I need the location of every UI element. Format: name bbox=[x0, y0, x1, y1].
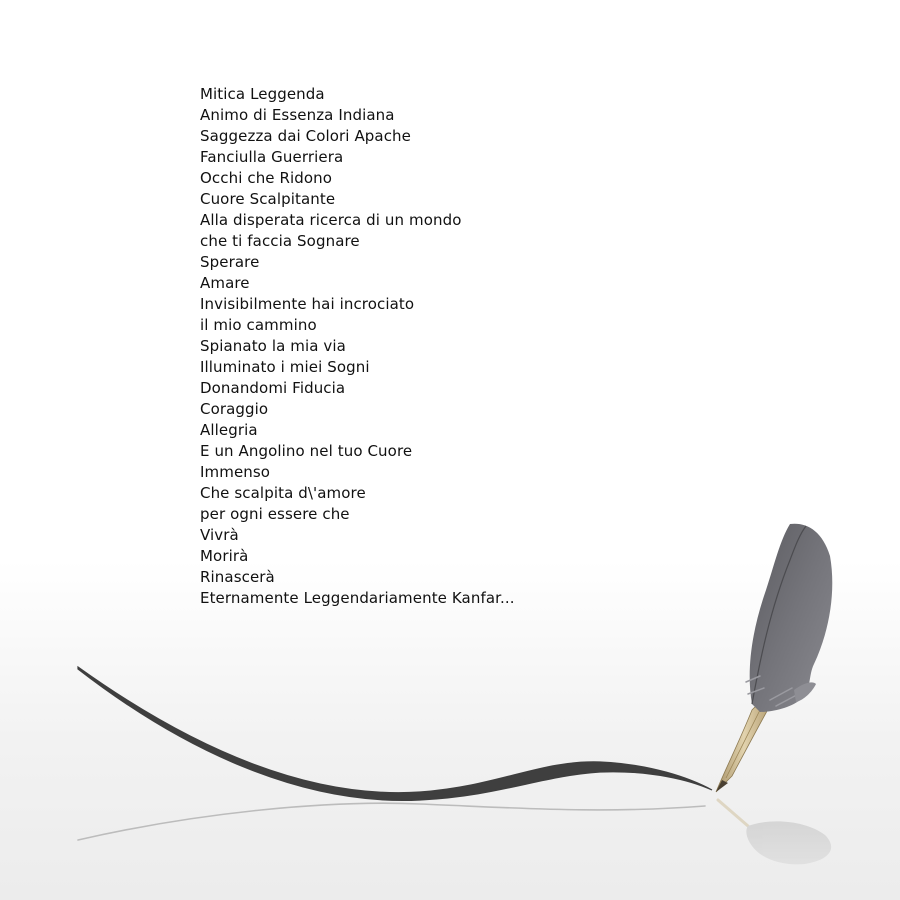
poem-line: Occhi che Ridono bbox=[200, 169, 333, 187]
poem-line: Immenso bbox=[200, 463, 271, 481]
poem-line: Mitica Leggenda bbox=[200, 85, 325, 103]
poem-line: Eternamente Leggendariamente Kanfar... bbox=[200, 589, 515, 607]
poem-line: Spianato la mia via bbox=[200, 337, 346, 355]
poem-line: Invisibilmente hai incrociato bbox=[200, 295, 415, 313]
poem-line: Che scalpita d\'amore bbox=[200, 484, 366, 502]
poem-line: il mio cammino bbox=[200, 316, 317, 334]
feather-reflection bbox=[718, 800, 831, 864]
poem-line: Sperare bbox=[200, 253, 260, 271]
poem-line: E un Angolino nel tuo Cuore bbox=[200, 442, 413, 460]
poem-line: Animo di Essenza Indiana bbox=[200, 106, 395, 124]
poem-line: Saggezza dai Colori Apache bbox=[200, 127, 411, 145]
ink-stroke bbox=[78, 667, 712, 800]
poem-line: Illuminato i miei Sogni bbox=[200, 358, 370, 376]
poem-line: Allegria bbox=[200, 421, 258, 439]
poem-line: Morirà bbox=[200, 547, 249, 565]
poem-line: Coraggio bbox=[200, 400, 269, 418]
poem-line: Amare bbox=[200, 274, 250, 292]
feather-icon bbox=[746, 524, 832, 712]
poem-line: Vivrà bbox=[200, 526, 239, 544]
poem-line: Donandomi Fiducia bbox=[200, 379, 346, 397]
poem-line: Fanciulla Guerriera bbox=[200, 148, 344, 166]
poem-line: Alla disperata ricerca di un mondo bbox=[200, 211, 462, 229]
poem-line: che ti faccia Sognare bbox=[200, 232, 360, 250]
poem-line: per ogni essere che bbox=[200, 505, 350, 523]
poem-line: Cuore Scalpitante bbox=[200, 190, 336, 208]
ink-stroke-reflection bbox=[78, 803, 705, 840]
poem-line: Rinascerà bbox=[200, 568, 275, 586]
